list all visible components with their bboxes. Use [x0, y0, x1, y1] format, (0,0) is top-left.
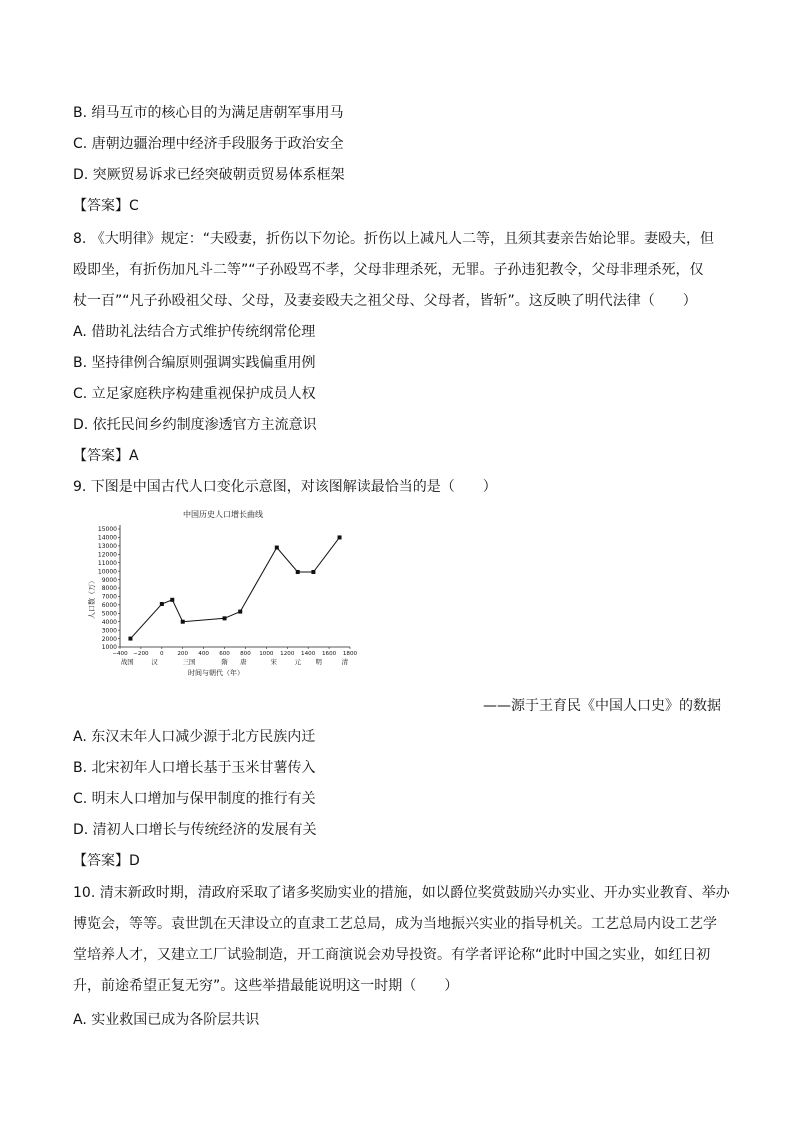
chart-axes: [98, 525, 358, 666]
q8-answer: 【答案】A: [73, 448, 139, 464]
y-tick-label: 3000: [101, 627, 117, 635]
dynasty-label: 隋: [221, 658, 228, 666]
data-point: [311, 570, 315, 574]
x-tick-label: 400: [198, 651, 209, 657]
y-tick-label: 13000: [97, 543, 117, 551]
y-tick-label: 7000: [101, 593, 117, 601]
dynasty-label: 宋: [270, 658, 277, 666]
y-tick-label: 1000: [101, 644, 117, 652]
q10-stem-line-1: 10. 清末新政时期，清政府采取了诸多奖励实业的措施，如以爵位奖赏鼓励兴办实业、开办实业教育、举办: [73, 885, 730, 901]
q8-option-c: C. 立足家庭秩序构建重视保护成员人权: [73, 386, 316, 402]
chart-x-axis-label: 时间与朝代（年）: [188, 669, 244, 677]
q7-option-b: B. 绢马互市的核心目的为满足唐朝军事用马: [73, 105, 344, 121]
x-tick-label: 1400: [301, 651, 316, 657]
q10-stem-line-4: 升，前途希望正复无穷”。这些举措最能说明这一时期（ ）: [73, 978, 459, 994]
q7-answer: 【答案】C: [73, 198, 139, 214]
x-tick-label: −200: [133, 651, 149, 657]
q8-stem-line-2: 殴即坐，有折伤加凡斗二等”“子孙殴骂不孝，父母非理杀死，无罪。子孙违犯教令，父母非理杀死，仅: [73, 262, 704, 278]
x-tick-label: 0: [160, 651, 164, 657]
q9-option-c: C. 明末人口增加与保甲制度的推行有关: [73, 791, 316, 807]
q7-option-c: C. 唐朝边疆治理中经济手段服务于政治安全: [73, 136, 344, 152]
q7-option-d: D. 突厥贸易诉求已经突破朝贡贸易体系框架: [73, 167, 345, 183]
x-tick-label: 1800: [342, 651, 358, 657]
data-point: [296, 570, 300, 574]
q8-option-d: D. 依托民间乡约制度渗透官方主流意识: [73, 417, 317, 433]
y-tick-label: 10000: [97, 568, 117, 576]
chart-series: [128, 535, 341, 640]
population-line-chart: [88, 503, 358, 681]
data-point: [181, 620, 185, 624]
data-point: [128, 637, 132, 641]
data-point: [170, 598, 174, 602]
dynasty-label: 战国: [120, 658, 134, 666]
q10-stem-line-2: 博览会，等等。袁世凯在天津设立的直隶工艺总局，成为当地振兴实业的指导机关。工艺总局内设工艺学: [73, 916, 717, 932]
y-tick-label: 12000: [97, 551, 117, 559]
dynasty-label: 元: [294, 658, 301, 666]
x-tick-label: −400: [112, 651, 128, 657]
x-tick-label: 1200: [280, 651, 295, 657]
q8-stem-line-3: 杖一百”“凡子孙殴祖父母、父母，及妻妾殴夫之祖父母、父母者，皆斩”。这反映了明代法律（ ）: [73, 293, 697, 309]
q9-option-d: D. 清初人口增长与传统经济的发展有关: [73, 822, 317, 838]
dynasty-label: 明: [315, 658, 322, 666]
y-tick-label: 15000: [97, 526, 117, 534]
q10-option-a: A. 实业救国已成为各阶层共识: [73, 1012, 260, 1028]
x-tick-label: 1600: [321, 651, 337, 657]
q8-option-b: B. 坚持律例合编原则强调实践偏重用例: [73, 355, 316, 371]
dynasty-label: 清: [341, 658, 348, 666]
q9-answer: 【答案】D: [73, 853, 140, 869]
x-tick-label: 200: [177, 651, 189, 657]
data-point: [238, 610, 242, 614]
y-tick-label: 2000: [101, 635, 117, 643]
data-point: [275, 546, 279, 550]
chart-source-note: ——源于王育民《中国人口史》的数据: [483, 698, 721, 714]
q10-stem-line-3: 堂培养人才，又建立工厂试验制造，开工商演说会劝导投资。有学者评论称“此时中国之实业，如红日初: [73, 947, 711, 963]
dynasty-label: 唐: [240, 658, 247, 666]
data-point: [160, 602, 164, 606]
y-tick-label: 11000: [97, 559, 117, 567]
q9-stem: 9. 下图是中国古代人口变化示意图，对该图解读最恰当的是（ ）: [73, 479, 497, 495]
dynasty-label: 三国: [182, 658, 196, 666]
y-tick-label: 8000: [101, 585, 117, 593]
y-tick-label: 6000: [101, 602, 117, 610]
y-tick-label: 9000: [101, 576, 117, 584]
y-tick-label: 14000: [97, 534, 117, 542]
x-tick-label: 600: [219, 651, 230, 657]
chart-title: 中国历史人口增长曲线: [183, 510, 263, 519]
x-tick-label: 1000: [259, 651, 274, 657]
x-tick-label: 800: [240, 651, 251, 657]
q9-option-a: A. 东汉末年人口减少源于北方民族内迁: [73, 729, 316, 745]
data-point: [338, 535, 342, 539]
q8-option-a: A. 借助礼法结合方式维护传统纲常伦理: [73, 324, 316, 340]
q9-option-b: B. 北宋初年人口增长基于玉米甘薯传入: [73, 760, 316, 776]
chart-y-axis-label: 人口数（万）: [88, 577, 96, 619]
dynasty-label: 汉: [151, 658, 158, 666]
series-line: [131, 537, 340, 638]
data-point: [223, 616, 227, 620]
y-tick-label: 5000: [101, 610, 117, 618]
q8-stem-line-1: 8. 《大明律》规定：“夫殴妻，折伤以下勿论。折伤以上减凡人二等，且须其妻亲告始论罪。妻殴夫，但: [73, 231, 715, 247]
y-tick-label: 4000: [101, 618, 117, 626]
